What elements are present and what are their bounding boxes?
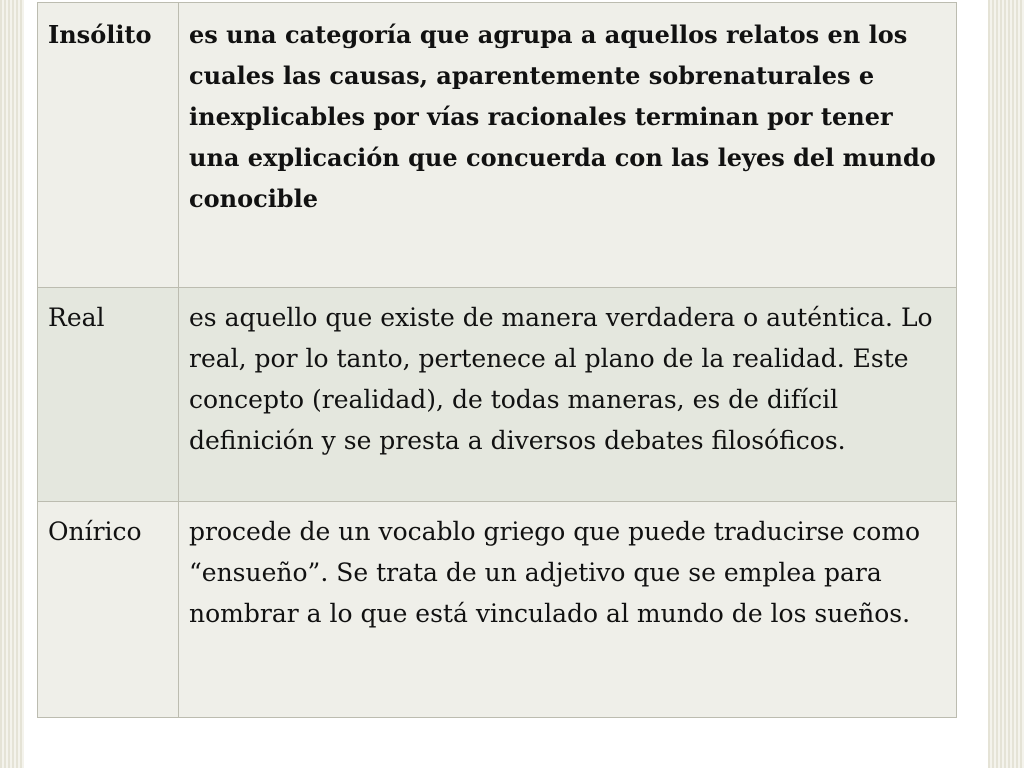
term-label: Insólito: [48, 20, 152, 49]
definitions-table: [37, 2, 957, 718]
term-cell: [38, 288, 179, 502]
table-row-onirico: [38, 502, 957, 718]
term-cell: [38, 3, 179, 288]
definition-text: procede de un vocablo griego que puede traducirse como “ensueño”. Se trata de un adjetivo que se emplea para nombrar a lo que está vinculado al mundo de los sueños.: [189, 517, 921, 628]
definition-cell: [179, 288, 957, 502]
definition-text: es una categoría que agrupa a aquellos relatos en los cuales las causas, aparentemente sobrenaturales e inexplicables por vías racionales terminan por tener una explicación que concuerda con las leyes del mundo conocible: [189, 20, 936, 213]
left-decorative-stripes: [0, 0, 24, 768]
term-cell: [38, 502, 179, 718]
definition-cell: [179, 502, 957, 718]
right-decorative-stripes: [988, 0, 1024, 768]
table-row-insolito: [38, 3, 957, 288]
term-label: Onírico: [48, 517, 142, 546]
definition-cell: [179, 3, 957, 288]
definition-text: es aquello que existe de manera verdadera o auténtica. Lo real, por lo tanto, pertenece al plano de la realidad. Este concepto (realidad), de todas maneras, es de difícil definición y se presta a diversos debates filosóficos.: [189, 303, 933, 455]
table-row-real: [38, 288, 957, 502]
term-label: Real: [48, 303, 105, 332]
